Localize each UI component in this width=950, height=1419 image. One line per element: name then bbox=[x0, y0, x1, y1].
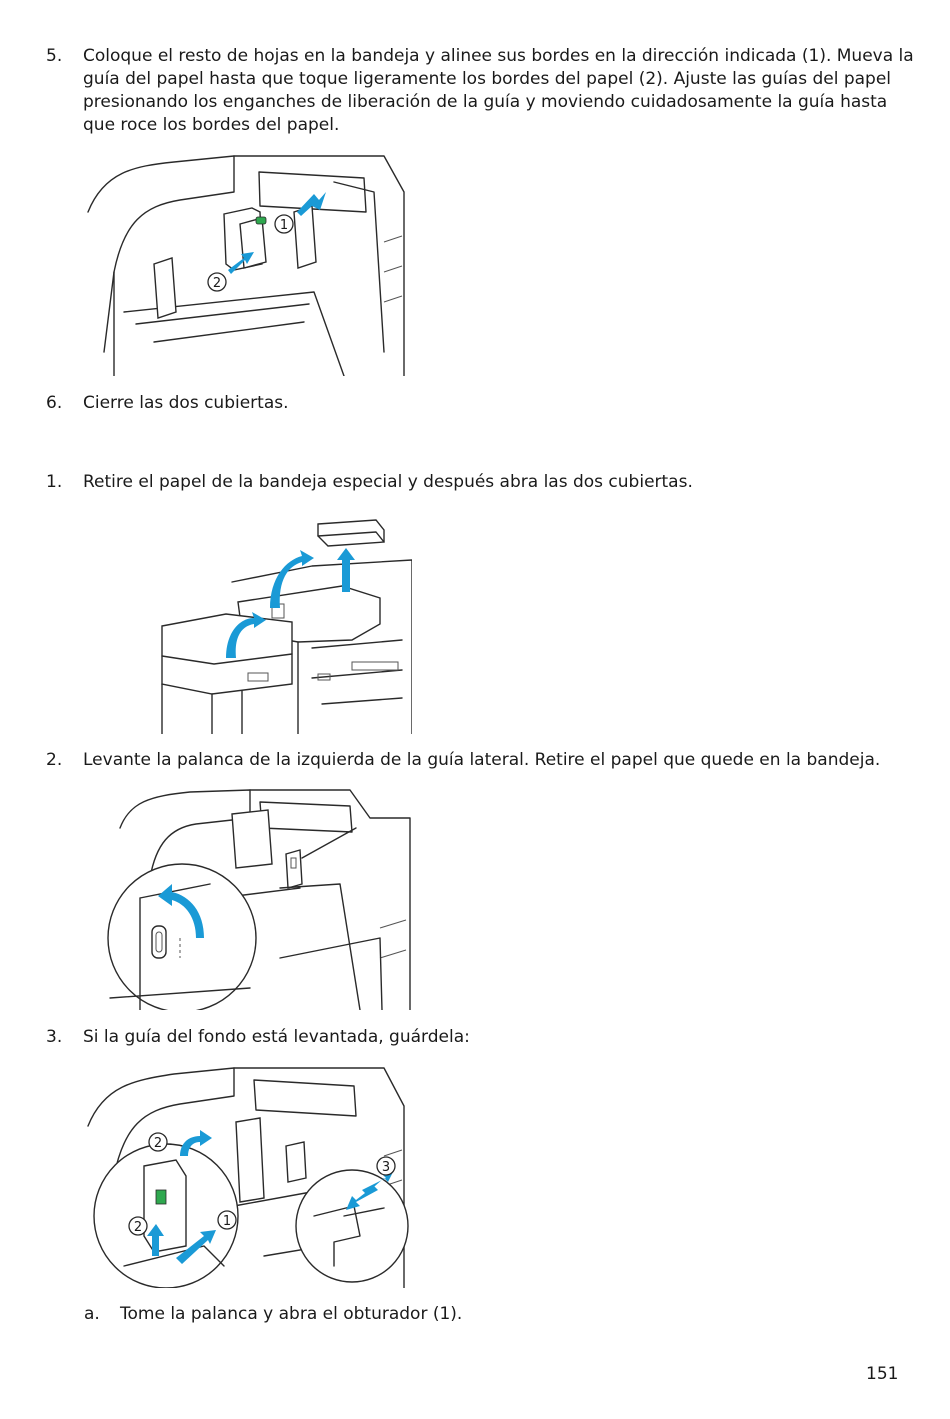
step-text: Cierre las dos cubiertas. bbox=[83, 393, 289, 413]
illustration-open-covers bbox=[152, 508, 412, 734]
substep-text: Tome la palanca y abra el obturador (1). bbox=[120, 1304, 463, 1324]
callout-1 bbox=[275, 215, 293, 233]
page-number: 151 bbox=[866, 1364, 899, 1384]
step-text: Retire el papel de la bandeja especial y después abra las dos cubiertas. bbox=[83, 472, 693, 492]
step-number: 1. bbox=[46, 472, 63, 492]
illustration-side-guide bbox=[100, 788, 412, 1010]
callout-2-inset bbox=[129, 1217, 147, 1235]
callout-2-top bbox=[149, 1133, 167, 1151]
figure-side-guide-lever bbox=[100, 788, 412, 1010]
illustration-bottom-guide bbox=[84, 1066, 412, 1288]
svg-text:1: 1 bbox=[279, 218, 289, 233]
svg-text:2: 2 bbox=[153, 1136, 163, 1151]
figure-bottom-guide-store bbox=[84, 1066, 412, 1288]
callout-3 bbox=[377, 1157, 395, 1175]
step-number: 2. bbox=[46, 750, 63, 770]
svg-text:3: 3 bbox=[381, 1160, 391, 1175]
svg-text:2: 2 bbox=[212, 276, 222, 291]
callout-2 bbox=[208, 273, 226, 291]
figure-open-covers bbox=[152, 508, 412, 734]
svg-text:2: 2 bbox=[133, 1220, 143, 1235]
step-number: 5. bbox=[46, 46, 63, 66]
svg-text:1: 1 bbox=[222, 1214, 232, 1229]
step-text: Coloque el resto de hojas en la bandeja y alinee sus bordes en la dirección indicada (1). Mueva la guía del papel hasta que toque ligeramente los bordes del papel (2). Ajuste las guías del papel presionando los enganches de liberación de la guía y moviendo cuidadosamente la guía hasta que roce los bordes del papel. bbox=[83, 46, 914, 135]
step-number: 3. bbox=[46, 1027, 63, 1047]
illustration-tray-guides bbox=[84, 152, 412, 376]
figure-paper-guide-adjust bbox=[84, 152, 412, 376]
substep-letter: a. bbox=[84, 1304, 100, 1324]
step-number: 6. bbox=[46, 393, 63, 413]
step-text: Si la guía del fondo está levantada, guárdela: bbox=[83, 1027, 470, 1047]
callout-1 bbox=[218, 1211, 236, 1229]
step-text: Levante la palanca de la izquierda de la guía lateral. Retire el papel que quede en la bandeja. bbox=[83, 750, 881, 770]
